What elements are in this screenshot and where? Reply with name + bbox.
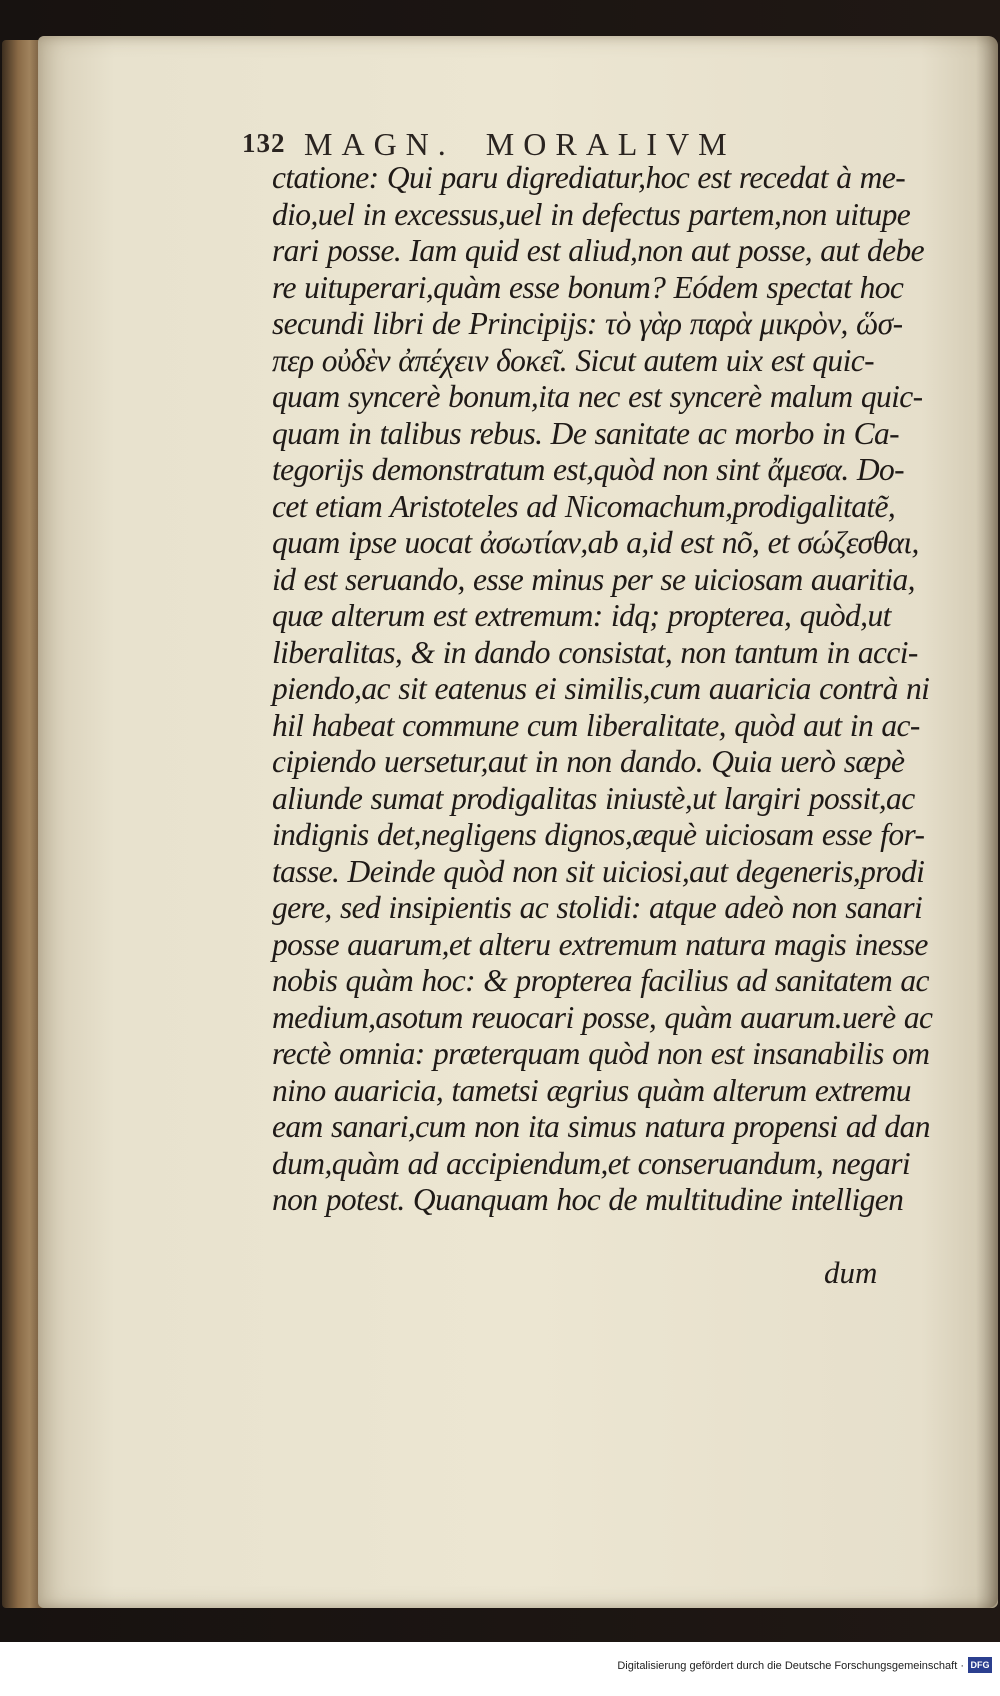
text-line: ctatione: Qui paru digrediatur,hoc est recedat à me- xyxy=(272,160,906,195)
text-line: quam syncerè bonum,ita nec est syncerè malum quic- xyxy=(272,379,923,414)
text-line: aliunde sumat prodigalitas iniustè,ut largiri possit,ac xyxy=(272,780,915,816)
text-line: quæ alterum est extremum: idq; propterea, quòd,ut xyxy=(272,598,891,633)
text-line: indignis det,negligens dignos,æquè uiciosam esse for- xyxy=(272,817,925,852)
text-line: dum,quàm ad accipiendum,et conseruandum, negari xyxy=(272,1145,911,1181)
text-line: posse auarum,et alteru extremum natura magis inesse xyxy=(272,926,928,962)
text-line: cipiendo uersetur,aut in non dando. Quia uerò sæpè xyxy=(272,744,905,779)
text-line: re uituperari,quàm esse bonum? Eódem spectat hoc xyxy=(272,269,904,305)
text-line: rectè omnia: præterquam quòd non est insanabilis om xyxy=(272,1036,930,1071)
page-gutter-shadow xyxy=(976,36,998,1608)
text-line: non potest. Quanquam hoc de multitudine intelligen xyxy=(272,1182,904,1217)
text-line: tegorijs demonstratum est,quòd non sint ἄμεσα. Do- xyxy=(272,452,905,487)
text-line: quam ipse uocat ἀσωτίαν,ab a,id est nõ, et σώζεσθαι, xyxy=(272,525,919,560)
text-line: περ οὐδὲν ἀπέχειν δοκεῖ. Sicut autem uix est quic- xyxy=(272,342,875,378)
text-line: hil habeat commune cum liberalitate, quòd aut in ac- xyxy=(272,707,920,743)
text-line: liberalitas, & in dando consistat, non tantum in acci- xyxy=(272,634,918,670)
funding-credit: Digitalisierung gefördert durch die Deutsche Forschungsgemeinschaft · xyxy=(617,1660,964,1672)
text-line: nino auaricia, tametsi ægrius quàm alterum extremu xyxy=(272,1072,911,1108)
text-line: rari posse. Iam quid est aliud,non aut posse, aut debe xyxy=(272,233,925,268)
text-line: id est seruando, esse minus per se uiciosam auaritia, xyxy=(272,561,915,597)
running-title: MAGN. MORALIVM xyxy=(304,126,736,162)
text-line: piendo,ac sit eatenus ei similis,cum auaricia contrà ni xyxy=(272,671,930,706)
text-line: secundi libri de Principijs: τὸ γὰρ παρὰ μικρὸν, ὥσ- xyxy=(272,306,903,341)
dfg-logo: DFG xyxy=(968,1657,992,1673)
page-number: 132 xyxy=(242,128,286,158)
catchword: dum xyxy=(824,1255,878,1290)
body-text xyxy=(272,160,933,1219)
text-line: gere, sed insipientis ac stolidi: atque adeò non sanari xyxy=(272,890,923,925)
text-line: nobis quàm hoc: & propterea facilius ad sanitatem ac xyxy=(272,963,929,998)
text-line: medium,asotum reuocari posse, quàm auarum.uerè ac xyxy=(272,999,933,1035)
text-line: eam sanari,cum non ita simus natura propensi ad dan xyxy=(272,1109,930,1144)
text-line: quam in talibus rebus. De sanitate ac morbo in Ca- xyxy=(272,415,900,451)
text-line: cet etiam Aristoteles ad Nicomachum,prodigalitatẽ, xyxy=(272,488,896,524)
text-line: dio,uel in excessus,uel in defectus partem,non uitupe xyxy=(272,196,911,232)
text-line: tasse. Deinde quòd non sit uiciosi,aut degeneris,prodi xyxy=(272,853,925,889)
